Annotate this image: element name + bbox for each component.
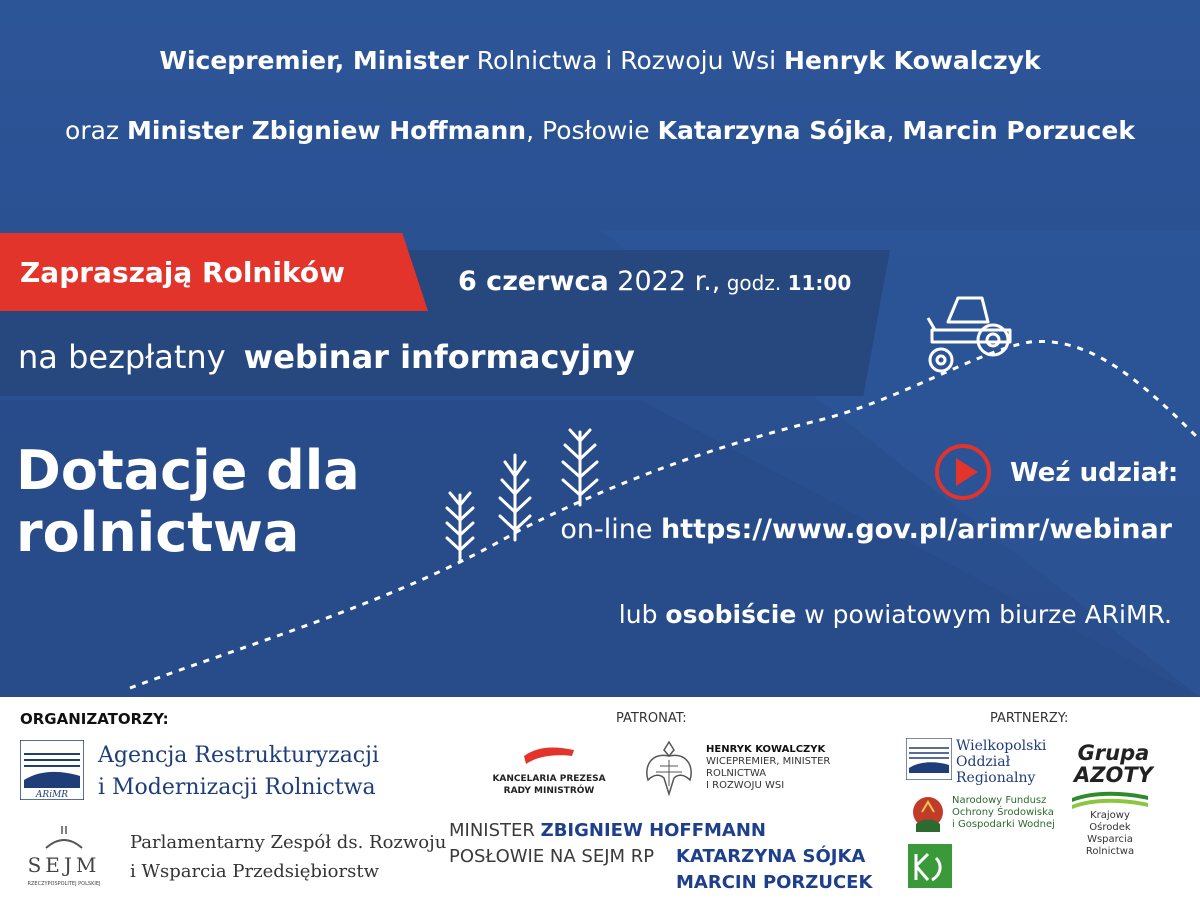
participate-label: Weź udział:	[1010, 458, 1179, 488]
grupa-azoty-logo: Grupa AZOTY	[1074, 741, 1153, 787]
parliamentary-team-name: Parlamentarny Zespół ds. Rozwoju i Wsparcia Przedsiębiorstw	[130, 832, 447, 882]
patronage-label: PATRONAT:	[616, 711, 687, 726]
header-line-1: Wicepremier, Minister Rolnictwa i Rozwoju Wsi Henryk Kowalczyk	[159, 46, 1041, 75]
kowr-name: Krajowy Ośrodek Wsparcia Rolnictwa	[1085, 810, 1135, 857]
webinar-line: na bezpłatny webinar informacyjny	[18, 338, 635, 376]
arimr-name: Agencja Restrukturyzacji i Modernizacji Rolnictwa	[98, 743, 379, 800]
eagle-emblem-icon	[640, 738, 698, 800]
mps-names: KATARZYNA SÓJKA MARCIN PORZUCEK	[676, 846, 873, 893]
sejm-logo-sub: RZECZYPOSPOLITEJ POLSKIEJ	[27, 881, 101, 887]
minister-patron: MINISTER ZBIGNIEW HOFFMANN POSŁOWIE NA SEJM RP	[449, 820, 766, 867]
nfos-name: Narodowy Fundusz Ochrony Środowiska i Gospodarki Wodnej	[952, 795, 1055, 830]
partner-green-logo-icon	[908, 844, 952, 888]
sejm-logo-icon	[16, 822, 112, 890]
kprm-flag-icon	[520, 740, 578, 770]
organizers-label: ORGANIZATORZY:	[20, 710, 169, 728]
header-line-2: oraz Minister Zbigniew Hoffmann, Posłowie Katarzyna Sójka, Marcin Porzucek	[65, 116, 1135, 145]
online-line: on-line https://www.gov.pl/arimr/webinar	[560, 514, 1172, 545]
tractor-icon	[928, 298, 1010, 371]
play-icon	[934, 443, 992, 501]
nfos-logo-icon	[908, 794, 948, 834]
arimr-logo-icon	[20, 740, 84, 800]
arimr-regional-logo-icon	[906, 738, 952, 780]
invite-text: Zapraszają Rolników	[20, 256, 345, 289]
partners-label: PARTNERZY:	[990, 711, 1069, 726]
kprm-name: KANCELARIA PREZESA RADY MINISTRÓW	[492, 774, 606, 796]
kowr-logo-icon	[1072, 790, 1148, 810]
arimr-logo-text: ARiMR	[35, 790, 69, 800]
wielkopolski-branch-name: Wielkopolski Oddział Regionalny	[956, 738, 1047, 786]
sejm-logo-text: SEJM	[27, 853, 101, 877]
main-title: Dotacje dla rolnictwa	[16, 439, 360, 564]
event-date: 6 czerwca 2022 r., godz. 11:00	[458, 266, 852, 297]
in-person-line: lub osobiście w powiatowym biurze ARiMR.	[618, 600, 1172, 629]
webinar-url[interactable]: https://www.gov.pl/arimr/webinar	[661, 514, 1172, 545]
henryk-kowalczyk-patron: HENRYK KOWALCZYK WICEPREMIER, MINISTER ROLNICTWA I ROZWOJU WSI	[706, 744, 831, 791]
